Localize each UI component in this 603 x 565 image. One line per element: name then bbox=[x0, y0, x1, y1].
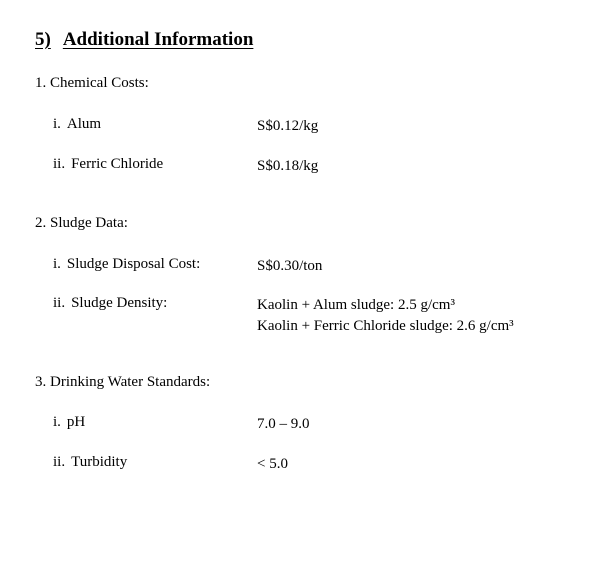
turbidity-limit-value bbox=[257, 454, 288, 475]
value-line: S$0.30/ton bbox=[257, 258, 323, 274]
alum-label bbox=[53, 116, 101, 133]
sludge-density-value bbox=[257, 295, 514, 337]
alum-cost-value bbox=[257, 116, 318, 137]
turbidity-label bbox=[53, 454, 127, 471]
ph-range-value bbox=[257, 414, 310, 435]
ph-label bbox=[53, 414, 85, 431]
value-line: < 5.0 bbox=[257, 456, 288, 472]
chemical-costs-section-label: 1. Chemical Costs: bbox=[35, 75, 149, 91]
sludge-disposal-label bbox=[53, 256, 200, 273]
item-numeral: ii. bbox=[53, 295, 66, 311]
item-numeral: ii. bbox=[53, 156, 66, 172]
sludge-data-section-label: 2. Sludge Data: bbox=[35, 215, 128, 231]
item-name: Turbidity bbox=[71, 454, 128, 470]
ferric-chloride-sludge-density: Kaolin + Ferric Chloride sludge: 2.6 g/cm³ bbox=[257, 318, 514, 334]
section-number: 5) bbox=[35, 29, 51, 50]
section-title: Additional Information bbox=[62, 29, 254, 50]
item-numeral: i. bbox=[53, 116, 61, 132]
ferric-chloride-cost-value bbox=[257, 156, 318, 177]
item-name: Ferric Chloride bbox=[71, 156, 164, 172]
item-name: pH bbox=[66, 414, 86, 430]
value-line: 7.0 – 9.0 bbox=[257, 416, 310, 432]
value-line: S$0.12/kg bbox=[257, 118, 319, 134]
item-numeral: i. bbox=[53, 256, 61, 272]
drinking-water-standards-section-label: 3. Drinking Water Standards: bbox=[35, 374, 211, 390]
item-name: Alum bbox=[66, 116, 102, 132]
sludge-density-label bbox=[53, 295, 167, 312]
alum-sludge-density: Kaolin + Alum sludge: 2.5 g/cm³ bbox=[257, 297, 455, 313]
item-numeral: i. bbox=[53, 414, 61, 430]
item-name: Sludge Density: bbox=[71, 295, 168, 311]
item-numeral: ii. bbox=[53, 454, 66, 470]
sludge-disposal-cost-value bbox=[257, 256, 322, 277]
section-heading bbox=[35, 29, 253, 51]
value-line: S$0.18/kg bbox=[257, 158, 319, 174]
item-name: Sludge Disposal Cost: bbox=[66, 256, 201, 272]
ferric-chloride-label bbox=[53, 156, 163, 173]
